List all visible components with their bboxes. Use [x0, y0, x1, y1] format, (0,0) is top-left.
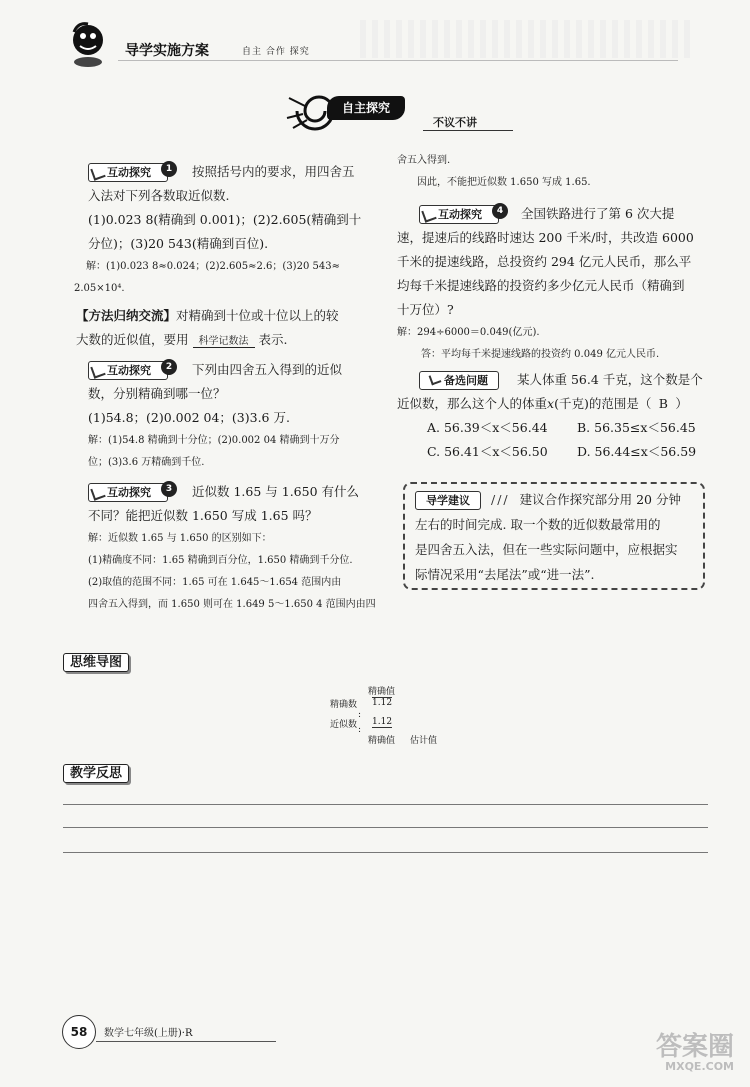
mindmap-value1: 1.12 [372, 698, 393, 708]
banner-label: 不议不讲 [433, 116, 477, 129]
q2-line2: 数，分别精确到哪一位？ [88, 386, 226, 401]
advice-tag: 导学建议 [415, 491, 481, 510]
method-text2a: 大数的近似值，要用 [76, 332, 189, 347]
q4-number: 4 [492, 203, 508, 219]
q4-line2: 速，提速后的线路时速达 200 千米/时，共改造 6000 [397, 230, 694, 245]
q3-number: 3 [161, 481, 177, 497]
q4-block [419, 202, 707, 226]
q4-answer-line2: 答：平均每千米提速线路的投资约 0.049 亿元人民币. [421, 349, 660, 360]
reflection-title: 教学反思 [63, 764, 129, 783]
q1-tag [88, 163, 173, 182]
q1-block [88, 160, 388, 184]
left-column [74, 160, 388, 616]
q1-answer-line1: 解：(1)0.023 8≈0.024；(2)2.605≈2.6；(3)20 543≈ [86, 261, 340, 272]
mindmap-colon1: : [358, 710, 362, 720]
mascot-icon [64, 18, 116, 70]
q2-tag-label: 互动探究 [107, 364, 151, 377]
reflection-line3 [63, 852, 708, 853]
q5-line2 [397, 392, 707, 416]
q4-line3: 千米的提速线路，总投资约 294 亿元人民币，那么平 [397, 254, 692, 269]
watermark-main: 答案圈 [655, 1032, 734, 1062]
q5-line2a: 近似数，那么这个人的体重 [397, 396, 548, 411]
reflection-line1 [63, 804, 708, 805]
q5-option-a: A. 56.39＜x＜56.44 [427, 420, 548, 435]
mindmap-node-bottom2: 估计值 [410, 736, 438, 746]
q3-tag [88, 483, 173, 502]
q5-option-d: D. 56.44≤x＜56.59 [577, 444, 697, 459]
advice-line1 [415, 487, 697, 512]
q1-number: 1 [161, 161, 177, 177]
banner-badge: 自主探究 [327, 96, 405, 120]
mindmap-value2: 1.12 [372, 717, 393, 727]
q4-line5: 十万位）? [397, 302, 454, 317]
q4-answer-line1: 解：294÷6000＝0.049(亿元). [397, 327, 540, 338]
header-divider [118, 60, 678, 61]
q1-answer-line2: 2.05×10⁴. [74, 283, 125, 294]
advice-line4: 际情况采用“去尾法”或“进一法”. [415, 567, 595, 582]
q3-answer-continued2: 因此，不能把近似数 1.650 写成 1.65. [417, 177, 591, 188]
q2-number: 2 [161, 359, 177, 375]
q5-options-row2 [427, 440, 707, 464]
q5-option-b: B. 56.35≤x＜56.45 [577, 420, 696, 435]
method-fill-answer: 科学记数法 [193, 336, 255, 348]
q5-answer: B [658, 396, 668, 411]
advice-line3: 是四舍五入法，但在一些实际问题中，应根据实 [415, 542, 678, 557]
q3-line2: 不同？能把近似数 1.650 写成 1.65 吗？ [88, 508, 318, 523]
advice-line2: 左右的时间完成. 取一个数的近似数最常用的 [415, 517, 661, 532]
q2-line3: (1)54.8；(2)0.002 04；(3)3.6 万. [88, 410, 290, 425]
pencil-icon [90, 165, 105, 180]
method-line2 [76, 328, 388, 354]
mindmap-title: 思维导图 [63, 653, 129, 672]
mindmap-label-precise: 精确数 [330, 700, 358, 710]
q4-tag [419, 205, 504, 224]
header-decoration [360, 20, 690, 58]
q4-line4: 均每千米提速线路的投资约多少亿元人民币（精确到 [397, 278, 685, 293]
q5-tag-label: 备选问题 [444, 374, 488, 387]
q5-option-c: C. 56.41＜x＜56.50 [427, 444, 548, 459]
q3-block [88, 480, 388, 504]
q1-line4: 分位)；(3)20 543(精确到百位). [88, 236, 269, 251]
q4-line1: 全国铁路进行了第 6 次大提 [520, 206, 675, 221]
mindmap-section [63, 651, 129, 670]
q5-line2c: (千克)的范围是（ [554, 396, 652, 411]
mindmap-node-bottom1: 精确值 [368, 736, 396, 746]
method-label: 【方法归纳交流】 [76, 308, 177, 323]
page-number: 58 [62, 1015, 96, 1049]
q1-tag-label: 互动探究 [107, 166, 151, 179]
footer-rule [96, 1041, 276, 1042]
q5-block [419, 368, 707, 392]
q3-answer-line1: 解：近似数 1.65 与 1.650 的区别如下： [88, 533, 272, 544]
q3-answer-line3: (2)取值的范围不同：1.65 可在 1.645～1.654 范围内由 [88, 577, 342, 588]
q1-line1: 按照括号内的要求，用四舍五 [191, 164, 355, 179]
q2-line1: 下列由四舍五入得到的近似 [191, 362, 342, 377]
method-text1: 对精确到十位或十位以上的较 [176, 308, 339, 323]
q4-tag-label: 互动探究 [438, 208, 482, 221]
mindmap-label-approx: 近似数 [330, 720, 358, 730]
footer-book-title: 数学七年级(上册)·R [104, 1028, 193, 1039]
q3-answer-line2: (1)精确度不同：1.65 精确到百分位，1.650 精确到千分位. [88, 555, 353, 566]
pencil-icon [421, 207, 436, 222]
q2-block [88, 358, 388, 382]
q3-answer-line4: 四舍五入得到，而 1.650 则可在 1.649 5～1.650 4 范围内由四 [88, 599, 376, 610]
section-banner [285, 88, 510, 134]
q2-tag [88, 361, 173, 380]
q1-line2: 入法对下列各数取近似数. [88, 188, 230, 203]
q3-answer-continued1: 舍五入得到. [397, 155, 451, 166]
q5-tag [419, 371, 499, 390]
q1-line3: (1)0.023 8(精确到 0.001)；(2)2.605(精确到十 [88, 212, 362, 227]
q5-line1: 某人体重 56.4 千克，这个数是个 [516, 372, 703, 387]
advice-text [415, 487, 697, 587]
pencil-icon [90, 485, 105, 500]
method-line1 [76, 304, 388, 328]
q3-tag-label: 互动探究 [107, 486, 151, 499]
pencil-icon [429, 373, 442, 386]
q5-variable: x [547, 396, 555, 411]
slash-decoration: /// [490, 492, 510, 507]
header-title: 导学实施方案 [125, 43, 209, 59]
header-subtitle: 自主 合作 探究 [242, 47, 310, 57]
mindmap-node-top: 精确值 [368, 687, 396, 697]
advice-text1: 建议合作探究部分用 20 分钟 [519, 492, 681, 507]
mindmap-colon2: : [358, 725, 362, 735]
q5-line2d: ） [675, 396, 688, 411]
pencil-icon [90, 363, 105, 378]
watermark [656, 1033, 734, 1073]
q3-line1: 近似数 1.65 与 1.650 有什么 [191, 484, 359, 499]
reflection-line2 [63, 827, 708, 828]
q5-options-row1 [427, 416, 707, 440]
reflection-section [63, 762, 129, 781]
watermark-sub: MXQE.COM [665, 1060, 734, 1073]
method-text2b: 表示. [258, 332, 288, 347]
banner-underline [423, 130, 513, 131]
right-column [397, 150, 707, 464]
q2-answer-line2: 位；(3)3.6 万精确到千位. [88, 457, 205, 468]
q2-answer-line1: 解：(1)54.8 精确到十分位；(2)0.002 04 精确到十万分 [88, 435, 340, 446]
